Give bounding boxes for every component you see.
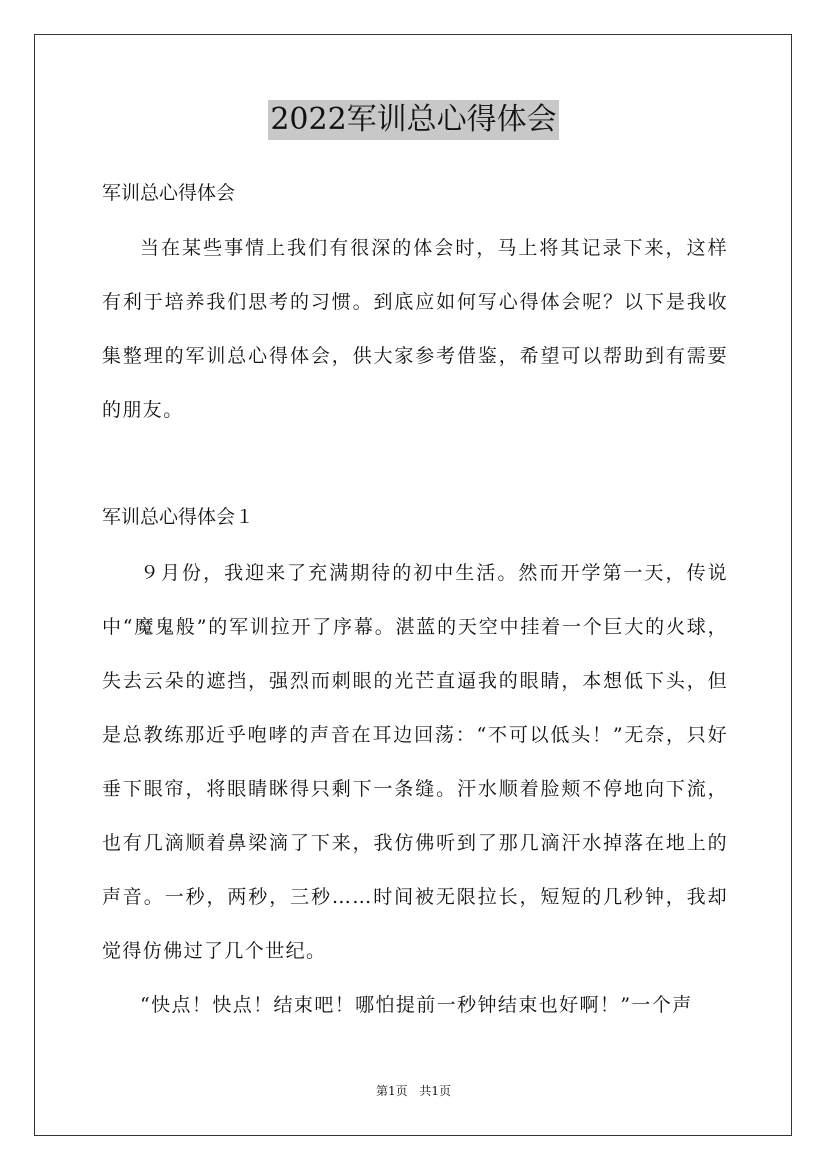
body-paragraph-2: “快点！快点！结束吧！哪怕提前一秒钟结束也好啊！”一个声: [140, 994, 693, 1016]
page-footer: [0, 1083, 827, 1099]
page-number: 第1页: [375, 1084, 408, 1098]
title-container: [0, 100, 827, 140]
intro-paragraph: 当在某些事情上我们有很深的体会时，马上将其记录下来，这样有利于培养我们思考的习惯。到底应如何写心得体会呢？以下是我收集整理的军训总心得体会，供大家参考借鉴，希望可以帮助到有需要的朋友。: [102, 237, 728, 421]
document-subtitle: 军训总心得体会: [102, 182, 236, 204]
document-title: 2022军训总心得体会: [268, 100, 558, 140]
total-pages: 共1页: [419, 1084, 452, 1098]
section-heading: 军训总心得体会１: [102, 506, 255, 528]
body-paragraph-1: ９月份，我迎来了充满期待的初中生活。然而开学第一天，传说中“魔鬼般”的军训拉开了序幕。湛蓝的天空中挂着一个巨大的火球，失去云朵的遮挡，强烈而刺眼的光芒直逼我的眼睛，本想低下头，但是总教练那近乎咆哮的声音在耳边回荡：“不可以低头！”无奈，只好垂下眼帘，将眼睛眯得只剩下一条缝。汗水顺着脸颊不停地向下流，也有几滴顺着鼻梁滴了下来，我仿佛听到了那几滴汗水掉落在地上的声音。一秒，两秒，三秒……时间被无限拉长，短短的几秒钟，我却觉得仿佛过了几个世纪。: [102, 562, 728, 962]
